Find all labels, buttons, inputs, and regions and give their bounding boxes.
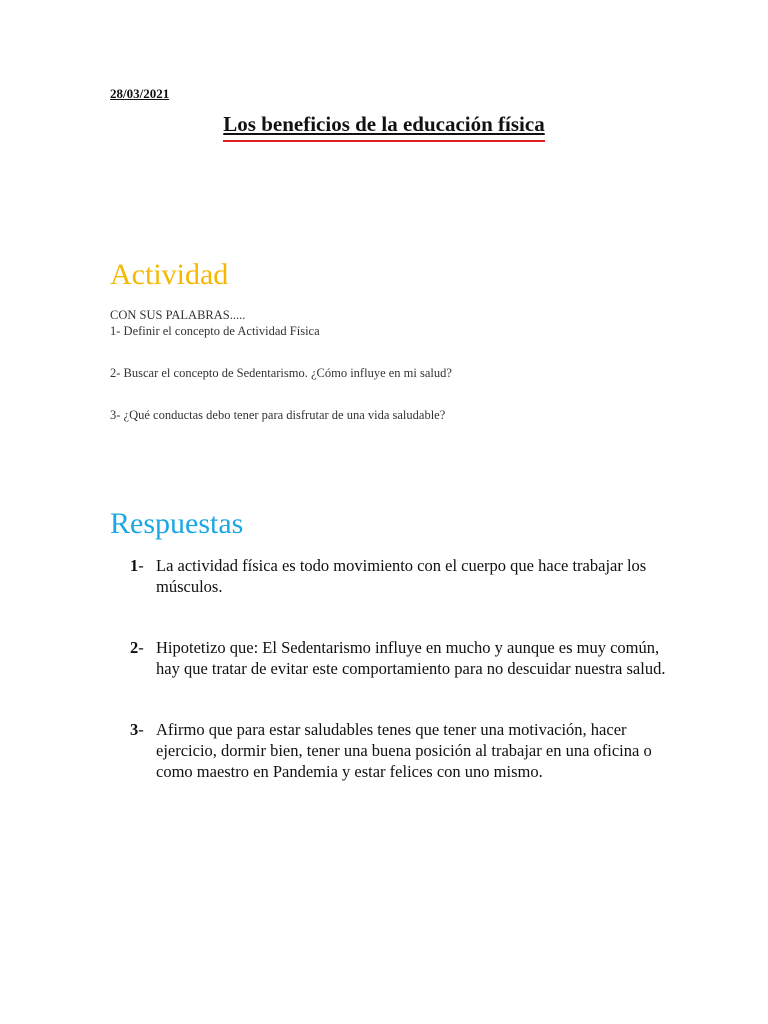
- answer-number-2: 2-: [130, 638, 144, 657]
- answer-item-1: [130, 555, 670, 597]
- answers-list: [130, 555, 670, 782]
- answer-number-3: 3-: [130, 720, 144, 739]
- answer-item-2: [130, 637, 670, 679]
- answer-text-1: La actividad física es todo movimiento con el cuerpo que hace trabajar los músculos.: [156, 556, 647, 596]
- activity-questions: [110, 307, 452, 423]
- document-title: [0, 112, 768, 138]
- answer-text-3: Afirmo que para estar saludables tenes que tener una motivación, hacer ejercicio, dormir bien, tener una buena posición al trabajar en una oficina o como maestro en Pandemia y estar felices con uno mismo.: [156, 720, 652, 781]
- activity-heading: Actividad: [110, 258, 229, 291]
- answer-item-3: [130, 719, 670, 782]
- answer-text-2: Hipotetizo que: El Sedentarismo influye en mucho y aunque es muy común, hay que tratar de evitar este comportamiento para no descuidar nuestra salud.: [156, 638, 666, 678]
- activity-question-1: 1- Definir el concepto de Actividad Física: [110, 324, 320, 338]
- activity-question-2: 2- Buscar el concepto de Sedentarismo. ¿Cómo influye en mi salud?: [110, 366, 452, 380]
- answer-number-1: 1-: [130, 556, 144, 575]
- document-date: 28/03/2021: [110, 86, 170, 101]
- document-title-text: Los beneficios de la educación física: [223, 112, 545, 136]
- activity-intro: CON SUS PALABRAS.....: [110, 308, 246, 322]
- activity-question-3: 3- ¿Qué conductas debo tener para disfrutar de una vida saludable?: [110, 408, 446, 422]
- answers-heading: Respuestas: [110, 507, 244, 540]
